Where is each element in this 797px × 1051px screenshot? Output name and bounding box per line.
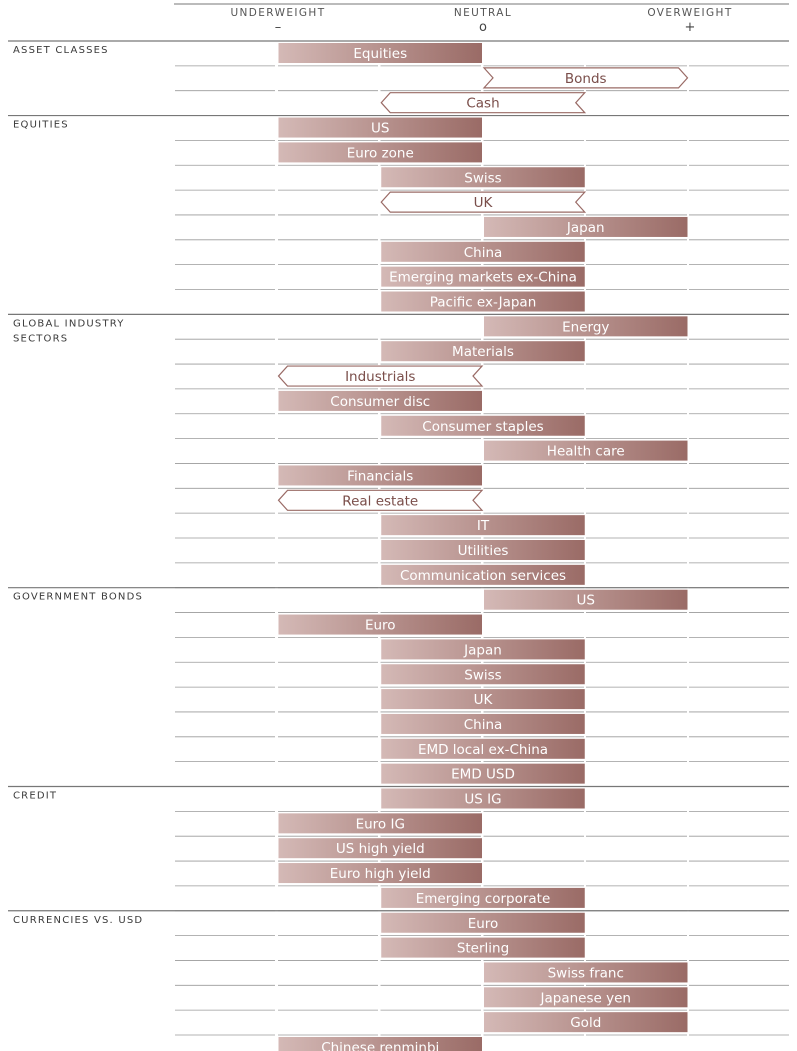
bar-row (381, 267, 585, 287)
bar-row (381, 714, 585, 734)
section-label: GOVERNMENT BONDS (13, 591, 144, 603)
bar-label: Japan (566, 219, 605, 236)
bar-label: Utilities (457, 543, 509, 559)
bar-row (279, 118, 483, 138)
bar-label: Euro high yield (329, 866, 431, 883)
bar-label: Equities (353, 46, 408, 62)
bar-row (279, 1037, 483, 1051)
bar-label: Euro zone (346, 145, 414, 162)
bar-label: IT (476, 518, 490, 535)
bar-row (381, 242, 585, 262)
bar-row (484, 217, 688, 237)
bar-row (381, 664, 585, 684)
bar-row (381, 167, 585, 187)
bar-row (381, 192, 585, 212)
bar-row (381, 565, 585, 585)
bar-label: UK (473, 195, 493, 212)
bar-label: Chinese renminbi (321, 1040, 440, 1051)
bar-row (484, 441, 688, 461)
plus-axis-symbol: + (684, 20, 696, 35)
bar-label: Euro IG (355, 816, 405, 833)
bar-row (381, 689, 585, 709)
underweight-axis-label: UNDERWEIGHT (230, 7, 326, 19)
bar-row (381, 739, 585, 759)
bar-label: Euro (364, 617, 396, 634)
bar-row (484, 1012, 688, 1032)
bar-label: UK (473, 692, 493, 709)
section-label: EQUITIES (13, 119, 69, 131)
bar-label: US (576, 592, 595, 609)
bar-label: EMD local ex-China (417, 741, 549, 758)
bar-row (279, 43, 483, 63)
bar-label: Euro (467, 915, 499, 932)
zero-axis-symbol: o (479, 20, 487, 35)
bar-label: Swiss (464, 170, 502, 187)
bar-label: US IG (464, 791, 502, 808)
overweight-axis-label: OVERWEIGHT (647, 7, 733, 19)
bar-label: Communication services (399, 567, 567, 584)
bar-row (279, 366, 483, 386)
bar-label: Consumer disc (330, 393, 431, 410)
bar-label: Japanese yen (540, 990, 631, 1007)
bar-row (484, 987, 688, 1007)
bar-label: China (463, 716, 503, 733)
bar-row (381, 292, 585, 312)
bar-row (279, 465, 483, 485)
bar-label: US high yield (335, 841, 425, 858)
bar-label: Cash (466, 95, 500, 112)
bar-label: Bonds (564, 70, 607, 87)
bar-row (279, 813, 483, 833)
bar-row (484, 962, 688, 982)
bar-row (381, 938, 585, 958)
bar-row (279, 142, 483, 162)
bar-label: Financials (347, 468, 414, 485)
bar-row (381, 540, 585, 560)
bar-row (381, 93, 585, 113)
bar-row (381, 416, 585, 436)
section-label: CURRENCIES VS. USD (13, 914, 144, 926)
bar-label: Gold (570, 1015, 602, 1032)
bar-row (381, 764, 585, 784)
neutral-axis-label: NEUTRAL (453, 7, 513, 19)
bar-row (381, 341, 585, 361)
bar-row (279, 615, 483, 635)
section-label: CREDIT (13, 790, 58, 802)
bar-label: Industrials (345, 369, 416, 386)
bar-label: Swiss (464, 667, 502, 684)
bar-row (381, 789, 585, 809)
bar-label: Emerging markets ex-China (389, 269, 577, 286)
bar-label: Sterling (456, 940, 510, 957)
section-label: ASSET CLASSES (13, 45, 109, 56)
bar-row (381, 888, 585, 908)
bar-row (484, 68, 688, 88)
bar-label: China (463, 244, 503, 261)
bar-row (484, 316, 688, 336)
minus-axis-symbol: – (274, 20, 282, 35)
bar-label: Consumer staples (422, 418, 544, 435)
bar-row (279, 391, 483, 411)
bar-label: Health care (546, 443, 625, 460)
bar-row (381, 913, 585, 933)
section-label: GLOBAL INDUSTRY SECTORS (13, 318, 125, 345)
bar-row (381, 515, 585, 535)
bar-label: Swiss franc (547, 965, 624, 982)
bar-label: Energy (562, 319, 610, 336)
bar-label: US (371, 120, 390, 137)
bar-label: Materials (452, 344, 514, 361)
bar-row (279, 838, 483, 858)
bar-label: Emerging corporate (415, 890, 551, 907)
bar-label: Japan (464, 642, 502, 659)
bar-label: Real estate (342, 493, 419, 510)
bar-label: EMD USD (451, 766, 515, 783)
bar-row (279, 863, 483, 883)
bar-label: Pacific ex-Japan (429, 294, 537, 311)
bar-row (381, 639, 585, 659)
bar-row (484, 590, 688, 610)
bar-row (279, 490, 483, 510)
